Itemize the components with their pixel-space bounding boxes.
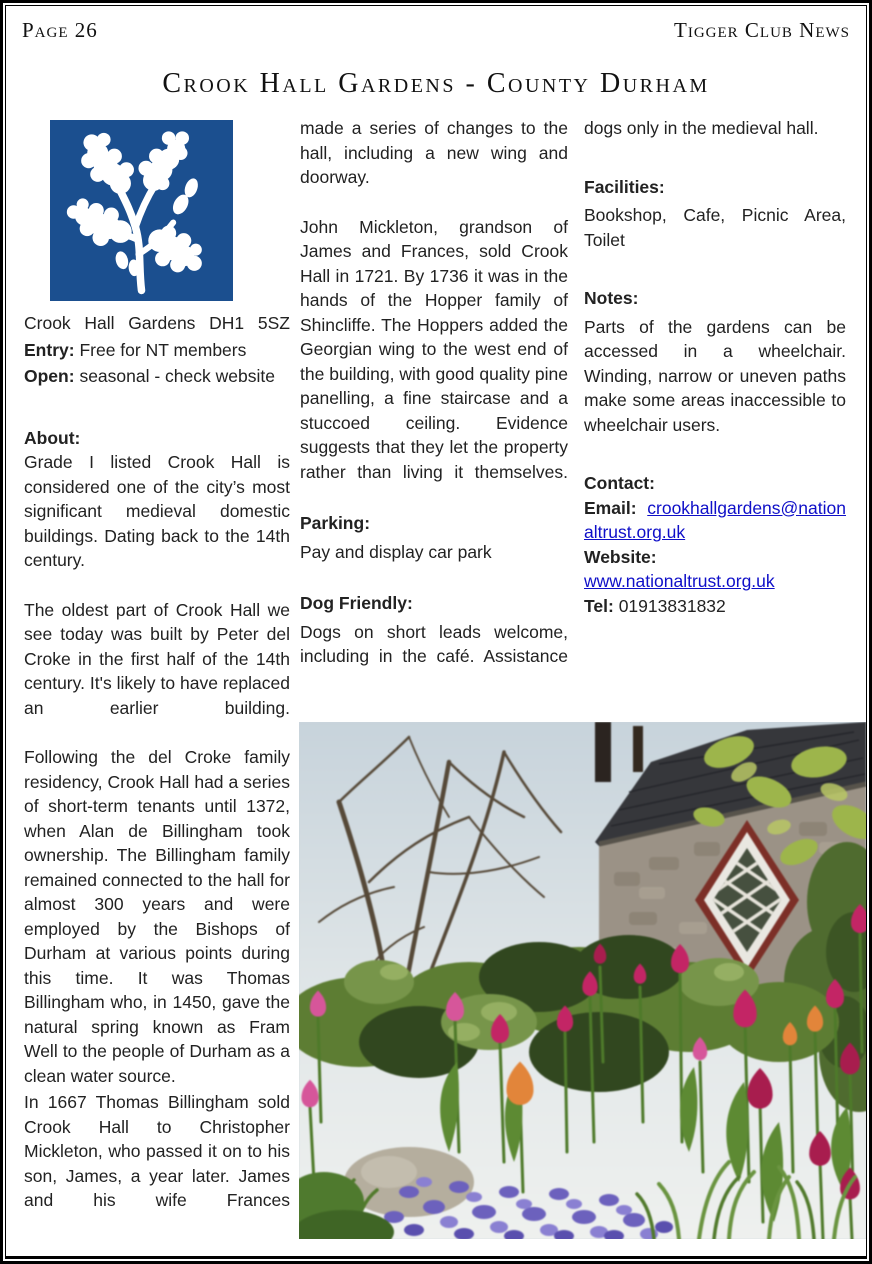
open-value: seasonal - check website — [79, 366, 275, 386]
email-line — [584, 496, 846, 545]
notes-heading: Notes: — [584, 288, 639, 308]
parking-value: Pay and display car park — [300, 541, 492, 562]
parking-heading: Parking: — [300, 513, 371, 533]
page-frame — [5, 5, 867, 1259]
facilities-value: Bookshop, Cafe, Picnic Area, Toilet — [584, 205, 846, 250]
email-link[interactable]: crookhallgardens@nationaltrust.org.uk — [584, 497, 846, 542]
entry-line — [24, 338, 290, 363]
middle-column — [300, 116, 568, 669]
dog-friendly-value: Dogs on short leads welcome, including in the café. Assistance — [300, 621, 568, 666]
tel-label: Tel: — [584, 595, 614, 616]
garden-photo — [299, 722, 866, 1239]
article-title: Crook Hall Gardens - County Durham — [162, 68, 710, 99]
website-link[interactable]: www.nationaltrust.org.uk — [584, 571, 775, 591]
about-heading: About: — [24, 427, 81, 448]
national-trust-logo — [50, 120, 233, 301]
entry-label: Entry: — [24, 339, 75, 360]
contact-heading: Contact: — [584, 473, 655, 493]
facilities-heading: Facilities: — [584, 176, 665, 197]
open-label: Open: — [24, 366, 75, 386]
newsletter-title: Tigger Club News — [674, 18, 850, 42]
about-paragraph-2: The oldest part of Crook Hall we see today was built by Peter del Croke in the first half of the 14th century. It's likely to have replaced an earlier building. — [24, 599, 290, 718]
page-number: Page 26 — [22, 18, 98, 42]
about-paragraph-4: In 1667 Thomas Billingham sold Crook Hall to Christopher Mickleton, who passed it on to his son, James, a year later. James and his wife Frances — [24, 1092, 290, 1210]
dog-friendly-continuation: dogs only in the medieval hall. — [584, 118, 819, 138]
garden-photo-illustration — [299, 722, 866, 1239]
tel-value: 01913831832 — [618, 595, 726, 616]
tel-line — [584, 594, 846, 619]
website-heading: Website: — [584, 546, 657, 567]
email-label: Email: — [584, 497, 637, 518]
body-paragraph-5: made a series of changes to the hall, including a new wing and doorway. — [300, 118, 568, 187]
left-column — [24, 118, 290, 1213]
oak-sprig-icon — [50, 120, 233, 301]
dog-friendly-heading: Dog Friendly: — [300, 593, 413, 613]
notes-value: Parts of the gardens can be accessed in a wheelchair. Winding, narrow or uneven paths make some areas inaccessible to wheelchair users. — [584, 316, 846, 435]
about-paragraph-1: Grade I listed Crook Hall is considered one of the city’s most significant medieval domestic buildings. Dating back to the 14th century. — [24, 452, 290, 570]
website-line — [584, 569, 846, 594]
about-paragraph-3: Following the del Croke family residency, Crook Hall had a series of short-term tenants until 1372, when Alan de Billingham took ownership. The Billingham family remained connected to the hall for almost 300 years and were employed by the Bishops of Durham at various points during this time. It was Thomas Billingham who, in 1450, gave the natural spring known as Fram Well to the people of Durham as a clean water source. — [24, 747, 290, 1086]
right-column — [584, 116, 846, 618]
page-header — [22, 18, 850, 43]
body-paragraph-6: John Mickleton, grandson of James and Frances, sold Crook Hall in 1721. By 1736 it was in the hands of the Hopper family of Shincliffe. The Hoppers added the Georgian wing to the west end of the building, with good quality pine panelling, a fine staircase and a stuccoed ceiling. Evidence suggests that they let the property rather than living it themselves. — [300, 216, 568, 482]
venue-address: Crook Hall Gardens DH1 5SZ — [24, 313, 290, 333]
entry-value: Free for NT members — [79, 339, 247, 360]
open-line — [24, 364, 290, 389]
